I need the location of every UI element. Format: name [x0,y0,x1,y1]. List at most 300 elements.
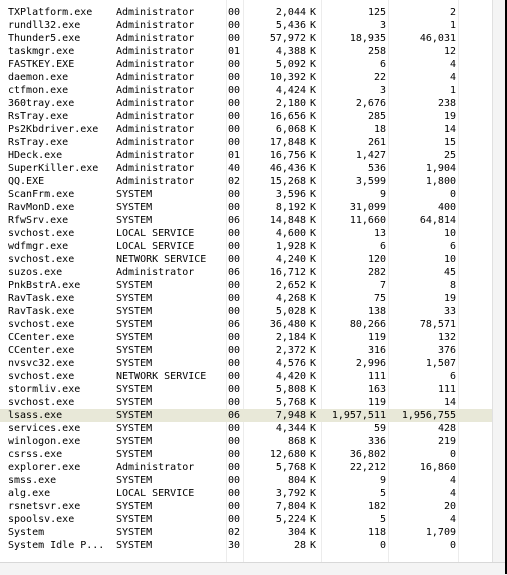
memory-unit: K [310,59,317,70]
page-faults: 13 [373,228,386,239]
handle-count: 12 [443,46,456,57]
cpu-usage: 00 [228,137,241,148]
process-name: csrss.exe [8,449,63,460]
handle-count: 8 [449,280,456,291]
page-faults: 182 [367,501,386,512]
handle-count: 10 [443,228,456,239]
memory-usage: 16,656 [269,111,306,122]
cpu-usage: 02 [228,527,241,538]
page-faults: 7 [379,280,386,291]
cpu-usage: 00 [228,72,241,83]
table-row[interactable] [0,136,492,149]
memory-usage: 4,600 [275,228,306,239]
handle-count: 111 [437,384,456,395]
handle-count: 4 [449,59,456,70]
user-name: SYSTEM [116,332,153,343]
process-name: QQ.EXE [8,176,45,187]
handle-count: 219 [437,436,456,447]
table-row[interactable] [0,461,492,474]
table-row[interactable] [0,422,492,435]
memory-usage: 2,180 [275,98,306,109]
cpu-usage: 00 [228,33,241,44]
memory-unit: K [310,332,317,343]
handle-count: 14 [443,397,456,408]
cpu-usage: 01 [228,150,241,161]
user-name: SYSTEM [116,540,153,551]
memory-unit: K [310,46,317,57]
table-row[interactable] [0,370,492,383]
handle-count: 4 [449,488,456,499]
table-row[interactable] [0,214,492,227]
page-faults: 258 [367,46,386,57]
memory-usage: 1,928 [275,241,306,252]
memory-usage: 8,192 [275,202,306,213]
cpu-usage: 30 [228,540,241,551]
table-row[interactable] [0,253,492,266]
memory-usage: 2,044 [275,7,306,18]
handle-count: 6 [449,371,456,382]
user-name: LOCAL SERVICE [116,241,195,252]
user-name: Administrator [116,33,195,44]
page-faults: 22,212 [349,462,386,473]
cpu-usage: 00 [228,111,241,122]
user-name: Administrator [116,267,195,278]
table-row[interactable] [0,123,492,136]
memory-usage: 12,680 [269,449,306,460]
page-faults: 163 [367,384,386,395]
page-faults: 75 [373,293,386,304]
cpu-usage: 02 [228,176,241,187]
handle-count: 1,956,755 [401,410,456,421]
memory-usage: 4,424 [275,85,306,96]
memory-usage: 304 [287,527,306,538]
handle-count: 238 [437,98,456,109]
user-name: Administrator [116,124,195,135]
cpu-usage: 06 [228,267,241,278]
user-name: SYSTEM [116,202,153,213]
user-name: SYSTEM [116,410,153,421]
user-name: SYSTEM [116,345,153,356]
memory-usage: 5,768 [275,397,306,408]
handle-count: 2 [449,7,456,18]
memory-unit: K [310,137,317,148]
handle-count: 376 [437,345,456,356]
memory-usage: 4,240 [275,254,306,265]
page-faults: 336 [367,436,386,447]
memory-unit: K [310,20,317,31]
process-name: Ps2Kbdriver.exe [8,124,99,135]
memory-usage: 2,184 [275,332,306,343]
process-name: CCenter.exe [8,345,75,356]
user-name: SYSTEM [116,423,153,434]
user-name: SYSTEM [116,449,153,460]
handle-count: 10 [443,254,456,265]
page-faults: 80,266 [349,319,386,330]
process-name: System [8,527,45,538]
process-name: RfwSrv.exe [8,215,69,226]
memory-usage: 14,848 [269,215,306,226]
memory-unit: K [310,150,317,161]
cpu-usage: 00 [228,332,241,343]
page-faults: 59 [373,423,386,434]
process-name: lsass.exe [8,410,63,421]
cpu-usage: 00 [228,7,241,18]
table-row[interactable] [0,266,492,279]
handle-count: 1,709 [425,527,456,538]
memory-unit: K [310,384,317,395]
process-name: alg.exe [8,488,51,499]
table-row[interactable] [0,383,492,396]
page-faults: 5 [379,514,386,525]
memory-usage: 2,372 [275,345,306,356]
table-row[interactable] [0,110,492,123]
table-row[interactable] [0,84,492,97]
memory-usage: 4,388 [275,46,306,57]
handle-count: 4 [449,475,456,486]
page-faults: 2,996 [355,358,386,369]
table-row[interactable] [0,357,492,370]
cpu-usage: 00 [228,124,241,135]
page-faults: 18 [373,124,386,135]
process-name: svchost.exe [8,371,75,382]
user-name: Administrator [116,85,195,96]
page-faults: 1,427 [355,150,386,161]
cpu-usage: 06 [228,319,241,330]
memory-usage: 5,028 [275,306,306,317]
memory-unit: K [310,7,317,18]
page-faults: 6 [379,59,386,70]
cpu-usage: 00 [228,488,241,499]
cpu-usage: 00 [228,436,241,447]
table-row[interactable] [0,305,492,318]
process-name: wdfmgr.exe [8,241,69,252]
table-row[interactable] [0,6,492,19]
memory-unit: K [310,306,317,317]
user-name: SYSTEM [116,475,153,486]
user-name: SYSTEM [116,306,153,317]
page-faults: 111 [367,371,386,382]
user-name: SYSTEM [116,319,153,330]
table-row[interactable] [0,97,492,110]
page-faults: 0 [379,540,386,551]
table-row[interactable] [0,19,492,32]
user-name: LOCAL SERVICE [116,488,195,499]
memory-usage: 17,848 [269,137,306,148]
table-row[interactable] [0,331,492,344]
table-row[interactable] [0,175,492,188]
user-name: Administrator [116,163,195,174]
handle-count: 19 [443,293,456,304]
cpu-usage: 00 [228,20,241,31]
cpu-usage: 00 [228,397,241,408]
horizontal-scrollbar[interactable] [0,562,507,575]
handle-count: 0 [449,189,456,200]
table-row[interactable] [0,448,492,461]
table-row[interactable] [0,201,492,214]
table-row[interactable] [0,487,492,500]
cpu-usage: 06 [228,215,241,226]
memory-unit: K [310,241,317,252]
memory-usage: 15,268 [269,176,306,187]
memory-unit: K [310,228,317,239]
page-faults: 2,676 [355,98,386,109]
user-name: Administrator [116,150,195,161]
page-faults: 18,935 [349,33,386,44]
user-name: Administrator [116,137,195,148]
page-faults: 261 [367,137,386,148]
table-row[interactable] [0,292,492,305]
process-name: RavTask.exe [8,293,75,304]
process-name: PnkBstrA.exe [8,280,81,291]
table-row[interactable] [0,71,492,84]
cpu-usage: 00 [228,293,241,304]
page-faults: 5 [379,488,386,499]
memory-unit: K [310,540,317,551]
page-faults: 119 [367,397,386,408]
handle-count: 1,904 [425,163,456,174]
process-name: RsTray.exe [8,137,69,148]
page-faults: 36,802 [349,449,386,460]
table-row[interactable] [0,474,492,487]
process-name: SuperKiller.exe [8,163,99,174]
handle-count: 64,814 [419,215,456,226]
memory-usage: 5,808 [275,384,306,395]
process-name: taskmgr.exe [8,46,75,57]
memory-usage: 5,224 [275,514,306,525]
handle-count: 45 [443,267,456,278]
table-row[interactable] [0,240,492,253]
table-row[interactable] [0,188,492,201]
handle-count: 25 [443,150,456,161]
cpu-usage: 00 [228,202,241,213]
process-name: RavTask.exe [8,306,75,317]
user-name: Administrator [116,46,195,57]
table-row[interactable] [0,162,492,175]
memory-usage: 4,268 [275,293,306,304]
page-faults: 120 [367,254,386,265]
page-faults: 285 [367,111,386,122]
table-row[interactable] [0,344,492,357]
memory-usage: 868 [287,436,306,447]
user-name: SYSTEM [116,514,153,525]
cpu-usage: 00 [228,59,241,70]
cpu-usage: 00 [228,462,241,473]
user-name: Administrator [116,462,195,473]
page-faults: 138 [367,306,386,317]
memory-unit: K [310,501,317,512]
memory-usage: 36,480 [269,319,306,330]
process-name: nvsvc32.exe [8,358,75,369]
table-row[interactable] [0,279,492,292]
table-row[interactable] [0,513,492,526]
user-name: NETWORK SERVICE [116,371,207,382]
process-name: ctfmon.exe [8,85,69,96]
memory-unit: K [310,267,317,278]
memory-usage: 804 [287,475,306,486]
memory-unit: K [310,319,317,330]
memory-unit: K [310,358,317,369]
handle-count: 78,571 [419,319,456,330]
page-faults: 3,599 [355,176,386,187]
memory-unit: K [310,423,317,434]
handle-count: 19 [443,111,456,122]
memory-unit: K [310,462,317,473]
process-name: Thunder5.exe [8,33,81,44]
process-name: HDeck.exe [8,150,63,161]
handle-count: 14 [443,124,456,135]
cpu-usage: 06 [228,410,241,421]
memory-unit: K [310,124,317,135]
page-faults: 3 [379,85,386,96]
page-faults: 118 [367,527,386,538]
memory-unit: K [310,475,317,486]
handle-count: 16,860 [419,462,456,473]
memory-unit: K [310,176,317,187]
memory-unit: K [310,449,317,460]
handle-count: 400 [437,202,456,213]
memory-unit: K [310,85,317,96]
memory-usage: 4,420 [275,371,306,382]
process-name: rundll32.exe [8,20,81,31]
user-name: SYSTEM [116,293,153,304]
handle-count: 4 [449,72,456,83]
memory-unit: K [310,371,317,382]
memory-unit: K [310,527,317,538]
table-row[interactable] [0,396,492,409]
table-row[interactable] [0,409,492,422]
memory-usage: 57,972 [269,33,306,44]
page-faults: 119 [367,332,386,343]
page-faults: 536 [367,163,386,174]
cpu-usage: 00 [228,501,241,512]
process-name: svchost.exe [8,397,75,408]
page-faults: 282 [367,267,386,278]
process-name: TXPlatform.exe [8,7,93,18]
user-name: SYSTEM [116,397,153,408]
page-faults: 1,957,511 [331,410,386,421]
memory-usage: 5,436 [275,20,306,31]
cpu-usage: 00 [228,228,241,239]
memory-usage: 7,804 [275,501,306,512]
cpu-usage: 00 [228,449,241,460]
handle-count: 428 [437,423,456,434]
handle-count: 33 [443,306,456,317]
handle-count: 46,031 [419,33,456,44]
memory-unit: K [310,345,317,356]
memory-unit: K [310,215,317,226]
user-name: SYSTEM [116,358,153,369]
table-row[interactable] [0,45,492,58]
user-name: SYSTEM [116,280,153,291]
process-name: CCenter.exe [8,332,75,343]
process-name: 360tray.exe [8,98,75,109]
table-row[interactable] [0,149,492,162]
page-faults: 6 [379,241,386,252]
cpu-usage: 00 [228,514,241,525]
handle-count: 1,507 [425,358,456,369]
cpu-usage: 00 [228,280,241,291]
table-row[interactable] [0,526,492,539]
page-faults: 31,099 [349,202,386,213]
process-name: RavMonD.exe [8,202,75,213]
memory-usage: 3,792 [275,488,306,499]
cpu-usage: 00 [228,475,241,486]
cpu-usage: 00 [228,254,241,265]
memory-unit: K [310,33,317,44]
process-name: services.exe [8,423,81,434]
memory-unit: K [310,98,317,109]
memory-unit: K [310,280,317,291]
user-name: SYSTEM [116,501,153,512]
cpu-usage: 40 [228,163,241,174]
page-faults: 3 [379,20,386,31]
handle-count: 0 [449,449,456,460]
user-name: Administrator [116,20,195,31]
user-name: Administrator [116,176,195,187]
process-name: svchost.exe [8,254,75,265]
memory-usage: 16,756 [269,150,306,161]
cpu-usage: 00 [228,306,241,317]
memory-usage: 6,068 [275,124,306,135]
memory-unit: K [310,293,317,304]
page-faults: 9 [379,475,386,486]
user-name: SYSTEM [116,384,153,395]
process-name: rsnetsvr.exe [8,501,81,512]
page-faults: 9 [379,189,386,200]
memory-usage: 7,948 [275,410,306,421]
handle-count: 0 [449,540,456,551]
table-row[interactable] [0,435,492,448]
cpu-usage: 01 [228,46,241,57]
process-name: explorer.exe [8,462,81,473]
handle-count: 1,800 [425,176,456,187]
table-row[interactable] [0,227,492,240]
table-row[interactable] [0,318,492,331]
process-name: stormliv.exe [8,384,81,395]
memory-unit: K [310,202,317,213]
memory-usage: 2,652 [275,280,306,291]
user-name: SYSTEM [116,189,153,200]
table-row[interactable] [0,539,492,552]
memory-usage: 46,436 [269,163,306,174]
user-name: Administrator [116,98,195,109]
cpu-usage: 00 [228,98,241,109]
memory-unit: K [310,189,317,200]
process-name: winlogon.exe [8,436,81,447]
user-name: SYSTEM [116,527,153,538]
cpu-usage: 00 [228,371,241,382]
table-row[interactable] [0,32,492,45]
table-row[interactable] [0,58,492,71]
memory-usage: 4,576 [275,358,306,369]
process-name: suzos.exe [8,267,63,278]
page-faults: 11,660 [349,215,386,226]
user-name: NETWORK SERVICE [116,254,207,265]
cpu-usage: 00 [228,189,241,200]
cpu-usage: 00 [228,358,241,369]
process-name: RsTray.exe [8,111,69,122]
table-row[interactable] [0,500,492,513]
process-name: daemon.exe [8,72,69,83]
process-name: svchost.exe [8,228,75,239]
memory-unit: K [310,436,317,447]
handle-count: 1 [449,85,456,96]
process-name: ScanFrm.exe [8,189,75,200]
memory-unit: K [310,163,317,174]
memory-unit: K [310,514,317,525]
memory-usage: 5,768 [275,462,306,473]
process-name: System Idle P... [8,540,105,551]
